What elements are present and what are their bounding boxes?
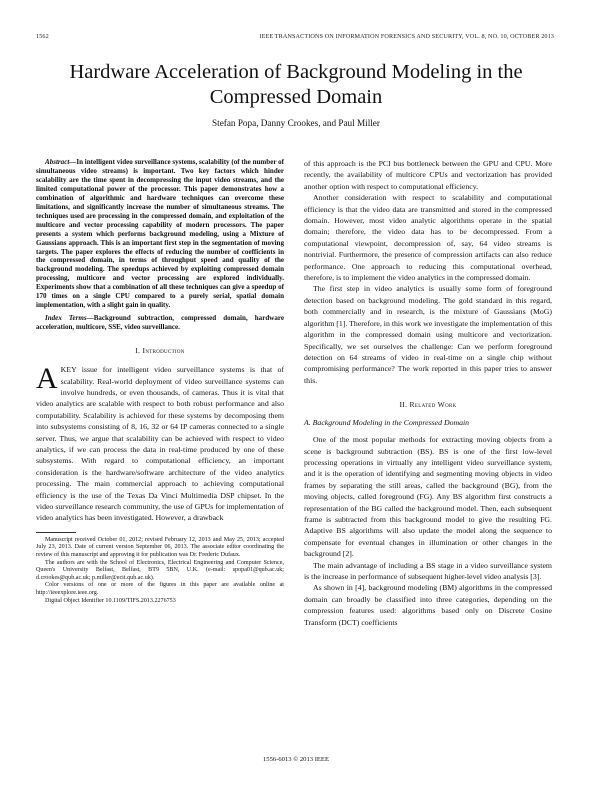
index-terms-text: Background subtraction, compressed domain, hardware acceleration, multicore, SSE, video surveillance. — [36, 314, 284, 332]
footnote-manuscript: Manuscript received October 01, 2012; revised February 12, 2013 and May 25, 2013; accepted July 23, 2013. Date of current version September 06, 2013. The associate editor coordinating the review of this manuscript and approving it for publication was Dr. Frederic Dufaux. — [36, 536, 284, 558]
paper-title: Hardware Acceleration of Background Modeling in the Compressed Domain — [69, 61, 523, 108]
left-column — [36, 158, 284, 605]
footnote-divider — [36, 532, 76, 533]
copyright-footer: 1556-6013 © 2013 IEEE — [263, 756, 329, 763]
footnote-doi: Digital Object Identifier 10.1109/TIFS.2013.2276753 — [45, 597, 176, 604]
abstract-label: Abstract— — [45, 158, 77, 166]
subsection-heading: A. Background Modeling in the Compressed Domain — [304, 418, 470, 428]
section-heading-related-work — [304, 400, 552, 409]
drop-cap: A — [36, 362, 58, 396]
abstract — [36, 158, 284, 310]
intro-paragraph-3: The first step in video analytics is usually some form of foreground detection based on background modeling. The gold standard in this regard, both commercially and in research, is the mixture of Gaussians (MoG) algorithm [1]. Therefore, in this work we investigate the implementation of this algorithm in the compressed domain using multicore and vectorization. Specifically, we set ourselves the challenge: Can we perform foreground detection on 64 streams of video in real-time on a single chip without compromising performance? The work reported in this paper tries to answer this. — [304, 284, 552, 385]
index-terms — [36, 314, 284, 332]
intro-paragraph-1-continued: of this approach is the PCI bus bottleneck between the GPU and CPU. More recently, the availability of multicore CPUs and vectorization has provided another option with respect to computational efficiency. — [304, 159, 552, 191]
section-heading-introduction — [36, 346, 284, 355]
right-column — [304, 158, 552, 628]
section-numeral: I. — [135, 346, 143, 356]
intro-paragraph-1-text: KEY issue for intelligent video surveillance systems is that of scalability. Real-world deployment of video surveillance systems can involve hundreds, or even thousands, of cameras. Thus it is vital that video analytics are scalable with respect to both robust performance and also computability. Scalability is achieved for these systems by decomposing them into subsystems consisting of 8, 16, 32 or 64 IP cameras connected to a single server. Thus, we argue that scalability can be achieved with respect to video analytics, if we can process the data in real-time produced by one of these subsystems. With regard to computational efficiency, an important consideration is the hardware/software architecture of the video analytics processing. The main commercial approach to achieving computational efficiency is the use of the Texas Da Vinci Multimedia DSP chipset. In the video surveillance research community, the use of GPUs for implementation of video analytics has been investigated. However, a drawback — [36, 365, 284, 523]
section-title: Related Work — [409, 400, 457, 410]
related-paragraph-3: As shown in [4], background modeling (BM) algorithms in the compressed domain can broadly be classified into three categories, depending on the compression features used: algorithms based only on Discrete Cosine Transform (DCT) coefficients — [304, 583, 552, 627]
intro-paragraph-1 — [36, 364, 284, 524]
footnote-affiliation: The authors are with the School of Electronics, Electrical Engineering and Computer Science, Queen's University Belfast, Belfast, BT9 5BN, U.K. (e-mail: spopa01@qub.ac.uk; d.crookes@qub.ac.uk; p.miller@ecit.qub.ac.uk). — [36, 559, 284, 581]
section-title: Introduction — [142, 346, 185, 356]
related-paragraph-1: One of the most popular methods for extracting moving objects from a scene is background subtraction (BS). BS is one of the first low-level processing operations in virtually any intelligent video surveillance system, and it is the operation of identifying and segmenting moving objects in video frames by separating the still areas, called the background (BG), from the moving objects, called foreground (FG). Any BS algorithm first constructs a representation of the BG called the background model. Then, each subsequent frame is subtracted from this background model to give the resulting FG. Adaptive BS algorithms will also update the model along the sequence to compensate for eventual changes in illumination or other changes in the background [2]. — [304, 435, 552, 559]
journal-header: IEEE TRANSACTIONS ON INFORMATION FORENSICS AND SECURITY, VOL. 8, NO. 10, OCTOBER 2013 — [259, 33, 554, 40]
page-number: 1562 — [36, 33, 49, 40]
section-numeral: II. — [399, 400, 410, 410]
footnote-color: Color versions of one or more of the figures in this paper are available online at http://ieeexplore.ieee.org. — [36, 582, 284, 596]
abstract-text: In intelligent video surveillance systems, scalability (of the number of simultaneous video streams) is important. Two key factors which hinder scalability are the time spent in decompressing the input video streams, and the limited computational power of the processor. This paper demonstrates how a combination of algorithmic and hardware techniques can overcome these limitations, and significantly increase the number of simultaneous streams. The techniques used are processing in the compressed domain, and exploitation of the multicore and vector processing capability of modern processors. The paper presents a system which performs background modeling, using a Mixture of Gaussians approach. This is an important first step in the segmentation of moving targets. The paper explores the effects of reducing the number of coefficients in the compressed domain, in terms of throughput speed and quality of the background modeling. The speedups achieved by exploiting compressed domain processing, multicore and vector processing are explored individually. Experiments show that a combination of all these techniques can give a speedup of 170 times on a single CPU compared to a purely serial, spatial domain implementation, with a slight gain in quality. — [36, 158, 284, 310]
related-paragraph-2: The main advantage of including a BS stage in a video surveillance system is the increase in performance of subsequent higher-level video analysis [3]. — [304, 560, 552, 581]
running-head — [36, 33, 554, 43]
index-terms-label: Index Terms— — [45, 314, 94, 323]
author-list: Stefan Popa, Danny Crookes, and Paul Miller — [212, 118, 380, 128]
intro-paragraph-2: Another consideration with respect to scalability and computational efficiency is that the video data are transmitted and stored in the compressed domain. However, most video analytic algorithms operate in the spatial domain; therefore, the video data has to be decompressed. From a computational viewpoint, decompression of, say, 64 video streams is nontrivial. Furthermore, the presence of compression artifacts can also reduce performance. One approach to reducing this computational overhead, therefore, is to implement the video analytics in the compressed domain. — [304, 193, 552, 283]
